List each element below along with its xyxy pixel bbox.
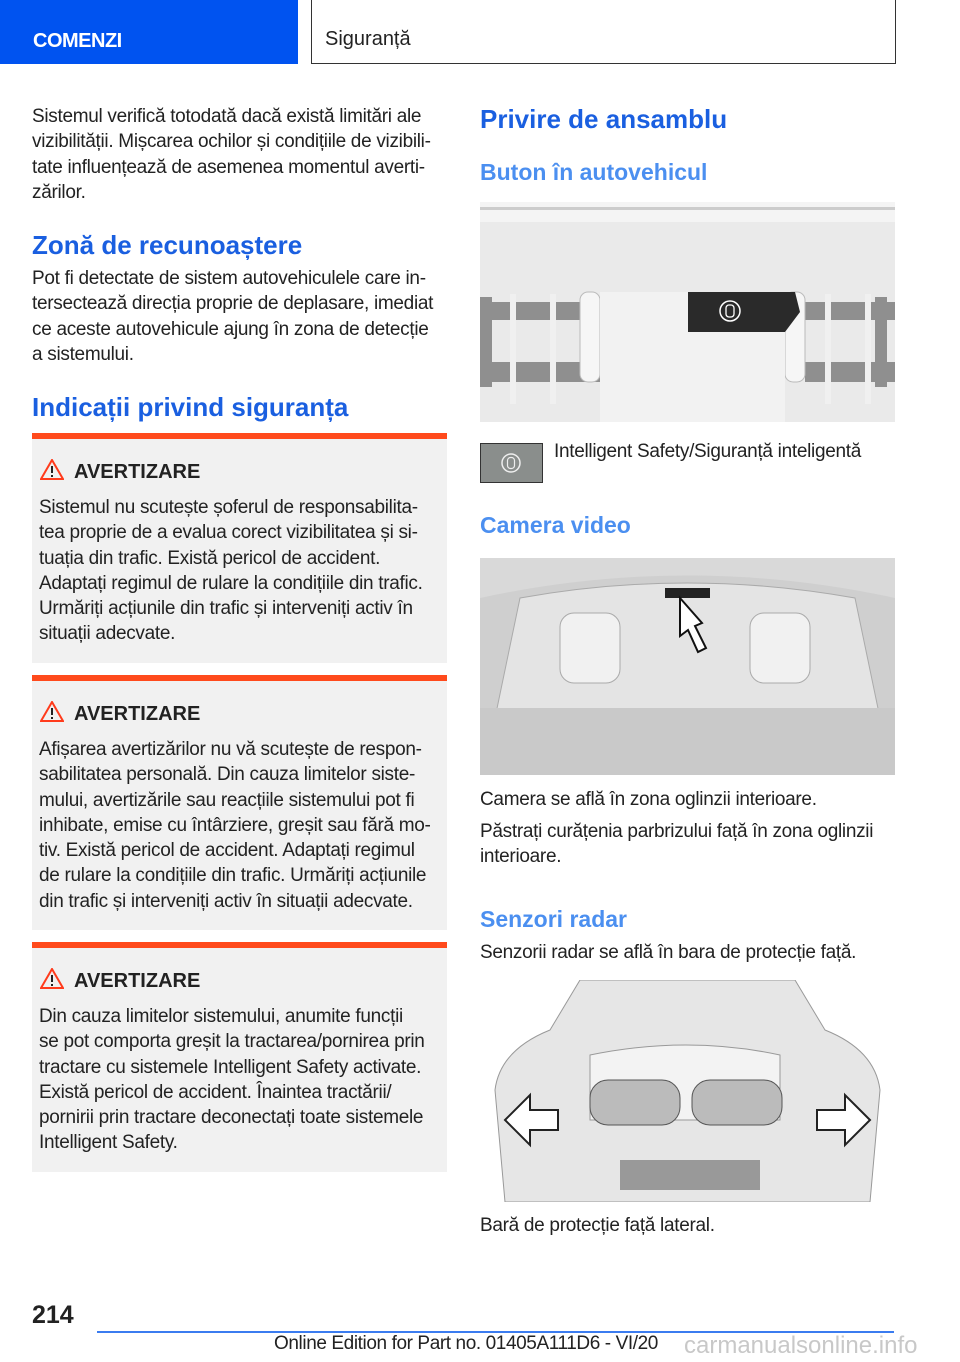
text-line: zărilor. [32,181,86,203]
zone-paragraph [32,266,433,367]
text-line: tractare cu sistemele Intelligent Safety activate. [39,1056,422,1078]
warning-header [40,701,200,726]
text-line: Există pericol de accident. Înaintea tractării/ [39,1081,392,1103]
warning-label: AVERTIZARE [74,461,201,483]
watermark: carmanualsonline.info [684,1332,918,1359]
camera-heading: Camera video [480,512,631,538]
text-line: Pot fi detectate de sistem autovehiculele care in- [32,268,426,289]
text-line: a sistemului. [32,343,134,365]
text-line: pornirii prin tractare deconectați toate sistemele [39,1107,424,1129]
warning-label: AVERTIZARE [74,703,201,725]
chapter-label: Siguranță [325,28,411,50]
text-line: tuația din trafic. Există pericol de accident. [39,547,381,569]
text-line: tiv. Există pericol de accident. Adaptați regimul [39,840,415,862]
front-bumper-radar-illustration [480,980,895,1202]
text-line: sabilitatea personală. Din cauza limitelor siste- [39,764,416,786]
text-line: Bară de protecție față lateral. [480,1215,715,1236]
intelligent-safety-button-icon [480,443,543,483]
dashboard-button-illustration [480,202,895,422]
warning-text [39,1004,425,1156]
radar-heading: Senzori radar [480,906,627,932]
edition-text: Online Edition for Part no. 01405A111D6 - VI/20 [274,1333,658,1354]
windshield-camera-illustration [480,558,895,775]
text-line: Urmăriți acțiunile din trafic și interveniți activ în [39,598,413,620]
text-line: ce aceste autovehicule ajung în zona de detecție [32,318,429,340]
text-line: se pot comporta greșit la tractarea/pornirea prin [39,1031,425,1053]
button-label [554,439,861,464]
text-line: tate influențează de asemenea momentul averti- [32,156,425,178]
text-line: situații adecvate. [39,623,176,645]
camera-paragraph-1 [480,787,817,812]
button-heading: Buton în autovehicul [480,159,708,185]
warning-box [32,675,447,930]
warning-header [40,459,200,484]
text-line: Afișarea avertizărilor nu vă scutește de respon- [39,739,422,760]
section-tab [0,0,298,64]
text-line: tersectează direcția proprie de deplasare, imediat [32,293,434,315]
warning-triangle-icon [40,459,64,480]
safety-heading: Indicații privind siguranța [32,392,349,422]
radar-caption [480,1213,715,1238]
text-line: tea proprie de a evalua corect vizibilitatea și si- [39,522,418,544]
text-line: Din cauza limitelor sistemului, anumite funcții [39,1006,403,1027]
zone-heading: Zonă de recunoaștere [32,230,303,260]
text-line: Intelligent Safety. [39,1132,178,1154]
warning-triangle-icon [40,968,64,989]
warning-text [39,495,423,647]
text-line: Sistemul verifică totodată dacă există limitări ale [32,106,422,127]
warning-header [40,968,200,993]
text-line: inhibate, emise cu întârziere, greșit sau fără mo- [39,814,431,836]
warning-box [32,433,447,663]
warning-box [32,942,447,1172]
text-line: de rulare la condițiile din trafic. Urmăriți acțiunile [39,865,427,887]
intro-paragraph [32,104,431,205]
text-line: vizibilității. Mișcarea ochilor și condițiile de vizibili- [32,131,431,153]
text-line: Camera se află în zona oglinzii interioare. [480,789,817,810]
text-line: Păstrați curățenia parbrizului față în zona oglinzii [480,821,874,842]
page-number: 214 [32,1301,74,1329]
text-line: Adaptați regimul de rulare la condițiile din trafic. [39,572,423,594]
camera-paragraph-2 [480,819,873,870]
section-label: COMENZI [33,30,122,52]
radar-paragraph [480,940,856,965]
warning-text [39,737,431,914]
text-line: Intelligent Safety/Siguranță inteligentă [554,441,861,462]
text-line: mului, avertizările sau reacțiile sistemului pot fi [39,789,415,811]
overview-heading: Privire de ansamblu [480,104,728,134]
text-line: Sistemul nu scutește șoferul de responsabilita- [39,497,418,518]
chapter-tab [311,0,896,64]
text-line: interioare. [480,846,562,868]
warning-label: AVERTIZARE [74,970,201,992]
text-line: Senzorii radar se află în bara de protecție față. [480,942,857,963]
text-line: din trafic și interveniți activ în situații adecvate. [39,890,413,912]
warning-triangle-icon [40,701,64,722]
